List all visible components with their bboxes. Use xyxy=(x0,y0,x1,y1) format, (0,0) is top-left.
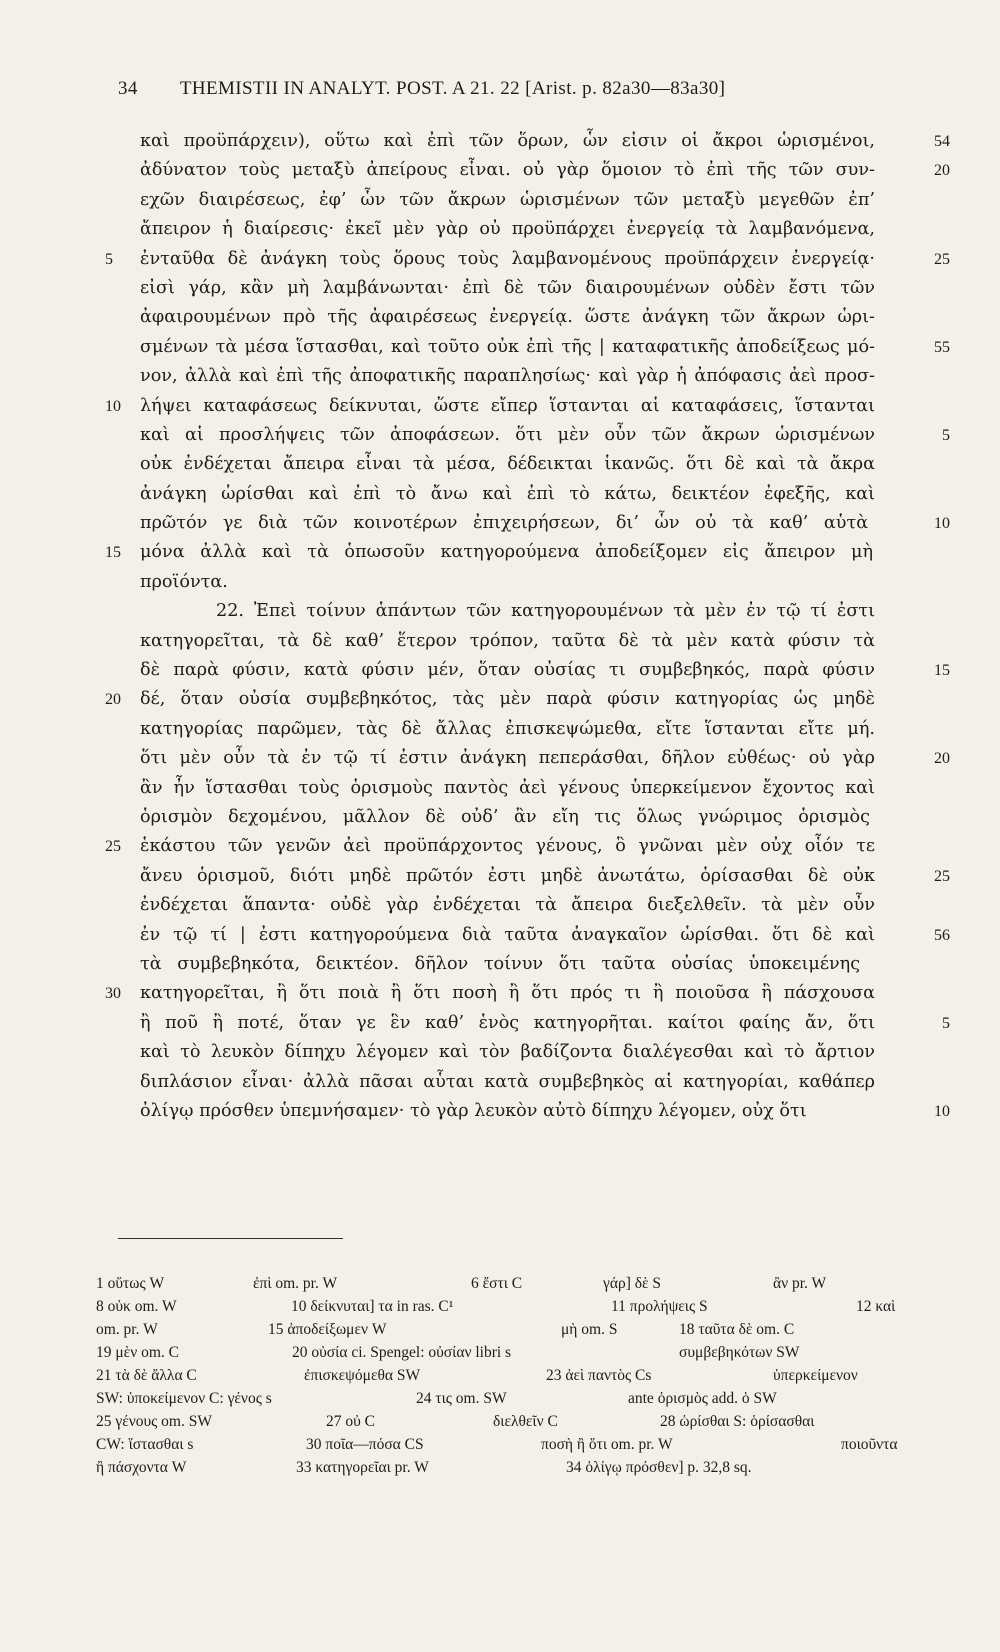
footnote-entry: 33 κατηγορεῖαι pr. W xyxy=(296,1459,429,1476)
running-title: THEMISTII IN ANALYT. POST. A 21. 22 [Arist. p. 82a30—83a30] xyxy=(179,78,726,99)
line-number-right: 54 xyxy=(934,133,950,150)
text-line xyxy=(140,568,910,597)
line-text: σμένων τὰ μέσα ἵστασθαι, καὶ τοῦτο οὐκ ἐπὶ τῆς | καταφατικῆς ἀποδείξεως μό- xyxy=(140,336,875,357)
line-text: ἂν ἦν ἵστασθαι τοὺς ὁρισμοὺς παντὸς ἀεὶ γένους ὑπερκείμενον ἔχοντος καὶ xyxy=(140,777,875,798)
text-line xyxy=(140,891,910,920)
line-text: ὀλίγῳ πρόσθεν ὑπεμνήσαμεν· τὸ γὰρ λευκὸν αὐτὸ δίπηχυ λέγομεν, οὐχ ὅτι xyxy=(140,1100,807,1121)
line-text: κατηγορεῖται, τὰ δὲ καθ’ ἕτερον τρόπον, ταῦτα δὲ τὰ μὲν κατὰ φύσιν τὰ xyxy=(140,630,875,651)
running-header xyxy=(118,78,878,100)
line-number-right: 20 xyxy=(934,750,950,768)
footnote-entry: 19 μὲν om. C xyxy=(96,1344,179,1361)
critical-apparatus xyxy=(96,1272,936,1479)
line-number-left: 20 xyxy=(105,691,121,709)
text-line xyxy=(140,215,910,244)
line-number-right: 20 xyxy=(934,162,950,180)
text-line xyxy=(140,627,910,656)
footnote-row xyxy=(96,1364,936,1387)
line-text: ἑκάστου τῶν γενῶν ἀεὶ προϋπάρχοντος γένους, ὃ γνῶναι μὲν οὐχ οἷόν τε xyxy=(140,836,875,857)
text-line xyxy=(140,1038,910,1067)
line-text: ἐν τῷ τί | ἐστι κατηγορούμενα διὰ ταῦτα ἀναγκαῖον ὡρίσθαι. ὅτι δὲ καὶ xyxy=(140,924,875,945)
text-line xyxy=(140,1068,910,1097)
footnote-entry: 10 δείκνυται] τα in ras. C¹ xyxy=(291,1298,454,1315)
footnote-entry: μὴ om. S xyxy=(561,1321,618,1338)
text-line xyxy=(105,979,910,1008)
text-line xyxy=(140,480,910,509)
footnote-rule xyxy=(118,1238,343,1239)
footnote-entry: 30 ποῖα—πόσα CS xyxy=(306,1436,424,1453)
line-text: καὶ τὸ λευκὸν δίπηχυ λέγομεν καὶ τὸν βαδίζοντα διαλέγεσθαι καὶ τὸ ἄρτιον xyxy=(140,1042,875,1063)
text-line xyxy=(140,862,950,891)
footnote-row xyxy=(96,1318,936,1341)
footnote-entry: CW: ἵστασθαι s xyxy=(96,1436,194,1453)
line-number-left: 15 xyxy=(105,544,121,562)
line-text: ἐνταῦθα δὲ ἀνάγκη τοὺς ὅρους τοὺς λαμβανομένους προϋπάρχειν ἐνεργείᾳ· xyxy=(140,248,875,269)
line-number-right: 10 xyxy=(934,1102,950,1120)
text-line xyxy=(140,156,950,185)
line-text: ἐνδέχεται ἅπαντα· οὐδὲ γὰρ ἐνδέχεται τὰ ἄπειρα διεξελθεῖν. τὰ μὲν οὖν xyxy=(140,895,875,916)
footnote-entry: 34 ὀλίγῳ πρόσθεν] p. 32,8 sq. xyxy=(566,1459,752,1476)
footnote-entry: γάρ] δὲ S xyxy=(603,1275,662,1292)
text-line xyxy=(140,450,910,479)
line-number-right: 5 xyxy=(942,1014,950,1032)
footnote-entry: διελθεῖν C xyxy=(493,1413,558,1430)
text-line xyxy=(140,950,910,979)
line-text: κατηγορίας παρῶμεν, τὰς δὲ ἄλλας ἐπισκεψώμεθα, εἴτε ἵστανται εἴτε μή. xyxy=(140,718,875,739)
line-number-left: 10 xyxy=(105,397,121,415)
footnote-row xyxy=(96,1456,936,1479)
footnote-entry: 8 οὐκ om. W xyxy=(96,1298,177,1315)
main-text xyxy=(105,127,950,1126)
line-number-right: 15 xyxy=(934,662,950,680)
line-text: ἀδύνατον τοὺς μεταξὺ ἀπείρους εἶναι. οὐ γὰρ ὅμοιον τὸ ἐπὶ τῆς τῶν συν- xyxy=(140,160,875,181)
footnote-entry: ante ὁρισμὸς add. ὁ SW xyxy=(628,1390,777,1407)
footnote-entry: 28 ὡρίσθαι S: ὁρίσασθαι xyxy=(660,1413,815,1430)
footnote-entry: 21 τὰ δὲ ἄλλα C xyxy=(96,1367,197,1384)
line-number-right: 5 xyxy=(942,426,950,444)
footnote-entry: ὑπερκείμενον xyxy=(773,1367,858,1384)
footnote-row xyxy=(96,1272,936,1295)
line-text: κατηγορεῖται, ἢ ὅτι ποιὰ ἢ ὅτι ποσὴ ἢ ὅτι πρός τι ἢ ποιοῦσα ἢ πάσχουσα xyxy=(140,983,875,1004)
line-text: προϊόντα. xyxy=(140,571,228,592)
line-text: διπλάσιον εἶναι· ἀλλὰ πᾶσαι αὗται κατὰ συμβεβηκὸς αἱ κατηγορίαι, καθάπερ xyxy=(140,1071,875,1092)
line-text: εχῶν διαιρέσεως, ἐφ’ ὧν τῶν ἄκρων ὡρισμένων τῶν μεταξὺ μεγεθῶν ἐπ’ xyxy=(140,189,875,210)
line-text: εἰσὶ γάρ, κἂν μὴ λαμβάνωνται· ἐπὶ δὲ τῶν διαιρουμένων οὐδὲν ἔστι τῶν xyxy=(140,277,875,298)
line-number-right: 56 xyxy=(934,926,950,944)
line-text: ἄπειρον ἡ διαίρεσις· ἐκεῖ μὲν γὰρ οὐ προϋπάρχει ἐνεργείᾳ τὰ λαμβανόμενα, xyxy=(140,219,875,240)
text-line xyxy=(105,685,910,714)
footnote-entry: ποσὴ ἢ ὅτι om. pr. W xyxy=(541,1436,673,1453)
footnote-entry: ἂν pr. W xyxy=(773,1275,827,1292)
footnote-entry: ποιοῦντα xyxy=(841,1436,898,1453)
line-text: πρῶτόν γε διὰ τῶν κοινοτέρων ἐπιχειρήσεων, δι’ ὧν οὐ τὰ καθ’ αὑτὰ xyxy=(140,513,869,534)
text-line xyxy=(105,832,910,861)
text-line xyxy=(140,1009,950,1038)
text-line xyxy=(140,303,910,332)
text-line xyxy=(105,538,910,567)
line-text: λήψει καταφάσεως δείκνυται, ὥστε εἴπερ ἵστανται αἱ καταφάσεις, ἵστανται xyxy=(140,395,875,416)
footnote-entry: SW: ὑποκείμενον C: γένος s xyxy=(96,1390,272,1407)
line-number-right: 25 xyxy=(934,867,950,885)
line-text: ἀφαιρουμένων πρὸ τῆς ἀφαιρέσεως ἐνεργείᾳ. ὥστε ἀνάγκη τῶν ἄκρων ὡρι- xyxy=(140,307,875,328)
text-line xyxy=(140,362,910,391)
footnote-entry: 11 προλήψεις S xyxy=(611,1298,708,1315)
text-line xyxy=(140,186,910,215)
text-line xyxy=(140,656,950,685)
footnote-entry: om. pr. W xyxy=(96,1321,158,1338)
page-number: 34 xyxy=(118,78,138,99)
line-text: μόνα ἀλλὰ καὶ τὰ ὁπωσοῦν κατηγορούμενα ἀποδείξομεν εἰς ἄπειρον μὴ xyxy=(140,542,873,563)
line-text: καὶ αἱ προσλήψεις τῶν ἀποφάσεων. ὅτι μὲν οὖν τῶν ἄκρων ὡρισμένων xyxy=(140,424,875,445)
line-text: οὐκ ἐνδέχεται ἄπειρα εἶναι τὰ μέσα, δέδεικται ἱκανῶς. ὅτι δὲ καὶ τὰ ἄκρα xyxy=(140,454,875,475)
footnote-entry: 18 ταῦτα δὲ om. C xyxy=(679,1321,795,1338)
footnote-entry: 15 ἀποδείξωμεν W xyxy=(268,1321,387,1338)
line-text: ἢ ποῦ ἢ ποτέ, ὅταν γε ἓν καθ’ ἑνὸς κατηγορῆται. καίτοι φαίης ἄν, ὅτι xyxy=(140,1012,875,1033)
line-text: ἀνάγκη ὡρίσθαι καὶ ἐπὶ τὸ ἄνω καὶ ἐπὶ τὸ κάτω, δεικτέον ἐφεξῆς, καὶ xyxy=(140,483,875,504)
footnote-entry: 27 οὐ C xyxy=(326,1413,376,1430)
line-text: ὁρισμὸν δεχομένου, μᾶλλον δὲ οὐδ’ ἂν εἴη τις ὅλως γνώριμος ὁρισμὸς xyxy=(140,806,870,827)
text-line xyxy=(140,127,950,156)
footnote-row xyxy=(96,1410,936,1433)
footnote-row xyxy=(96,1295,936,1318)
text-line xyxy=(140,509,950,538)
line-number-right: 55 xyxy=(934,338,950,356)
footnote-entry: 24 τις om. SW xyxy=(416,1390,507,1407)
text-line xyxy=(140,715,910,744)
text-line xyxy=(140,421,950,450)
footnote-row xyxy=(96,1387,936,1410)
text-line xyxy=(140,774,910,803)
footnote-entry: 12 καὶ xyxy=(856,1298,896,1315)
footnote-entry: ἐπισκεψόμεθα SW xyxy=(304,1367,421,1384)
footnote-row xyxy=(96,1433,936,1456)
line-number-right: 25 xyxy=(934,250,950,268)
text-line xyxy=(105,392,910,421)
footnote-entry: 23 ἀεὶ παντὸς Cs xyxy=(546,1367,652,1384)
text-line xyxy=(140,744,950,773)
footnote-entry: 20 οὐσία ci. Spengel: οὐσίαν libri s xyxy=(292,1344,512,1361)
line-text: ἄνευ ὁρισμοῦ, διότι μηδὲ πρῶτόν ἐστι μηδὲ ἀνωτάτω, ὁρίσασθαι δὲ οὐκ xyxy=(140,865,875,886)
text-line xyxy=(140,921,950,950)
footnote-row xyxy=(96,1341,936,1364)
line-text: ὅτι μὲν οὖν τὰ ἐν τῷ τί ἐστιν ἀνάγκη πεπεράσθαι, δῆλον εὐθέως· οὐ γὰρ xyxy=(140,748,875,769)
line-text: τὰ συμβεβηκότα, δεικτέον. δῆλον τοίνυν ὅτι ταῦτα οὐσίας ὑποκειμένης xyxy=(140,953,861,974)
footnote-entry: ἢ πάσχοντα W xyxy=(96,1459,187,1476)
footnote-entry: ἐπὶ om. pr. W xyxy=(253,1275,338,1292)
line-number-left: 25 xyxy=(105,838,121,856)
line-number-left: 5 xyxy=(105,250,113,268)
text-line xyxy=(140,1097,950,1126)
line-text: δέ, ὅταν οὐσία συμβεβηκότος, τὰς μὲν παρὰ φύσιν κατηγορίας ὡς μηδὲ xyxy=(140,689,875,710)
footnote-entry: συμβεβηκότων SW xyxy=(679,1344,800,1361)
text-line xyxy=(105,245,950,274)
text-line xyxy=(140,333,950,362)
footnote-entry: 1 οὕτως W xyxy=(96,1275,165,1292)
line-text: καὶ προϋπάρχειν), οὕτω καὶ ἐπὶ τῶν ὅρων, ὧν εἰσιν οἱ ἄκροι ὡρισμένοι, xyxy=(140,131,875,151)
line-text: δὲ παρὰ φύσιν, κατὰ φύσιν μέν, ὅταν οὐσίας τι συμβεβηκός, παρὰ φύσιν xyxy=(140,660,875,681)
line-number-right: 10 xyxy=(934,515,950,533)
line-number-left: 30 xyxy=(105,985,121,1003)
line-text: 22. Ἐπεὶ τοίνυν ἁπάντων τῶν κατηγορουμένων τὰ μὲν ἐν τῷ τί ἐστι xyxy=(216,601,875,622)
footnote-entry: 6 ἔστι C xyxy=(471,1275,523,1292)
text-line xyxy=(140,803,910,832)
text-line xyxy=(140,274,910,303)
text-line xyxy=(140,597,910,626)
line-text: νον, ἀλλὰ καὶ ἐπὶ τῆς ἀποφατικῆς παραπλησίως· καὶ γὰρ ἡ ἀπόφασις ἀεὶ προσ- xyxy=(140,366,875,387)
footnote-entry: 25 γένους om. SW xyxy=(96,1413,212,1430)
